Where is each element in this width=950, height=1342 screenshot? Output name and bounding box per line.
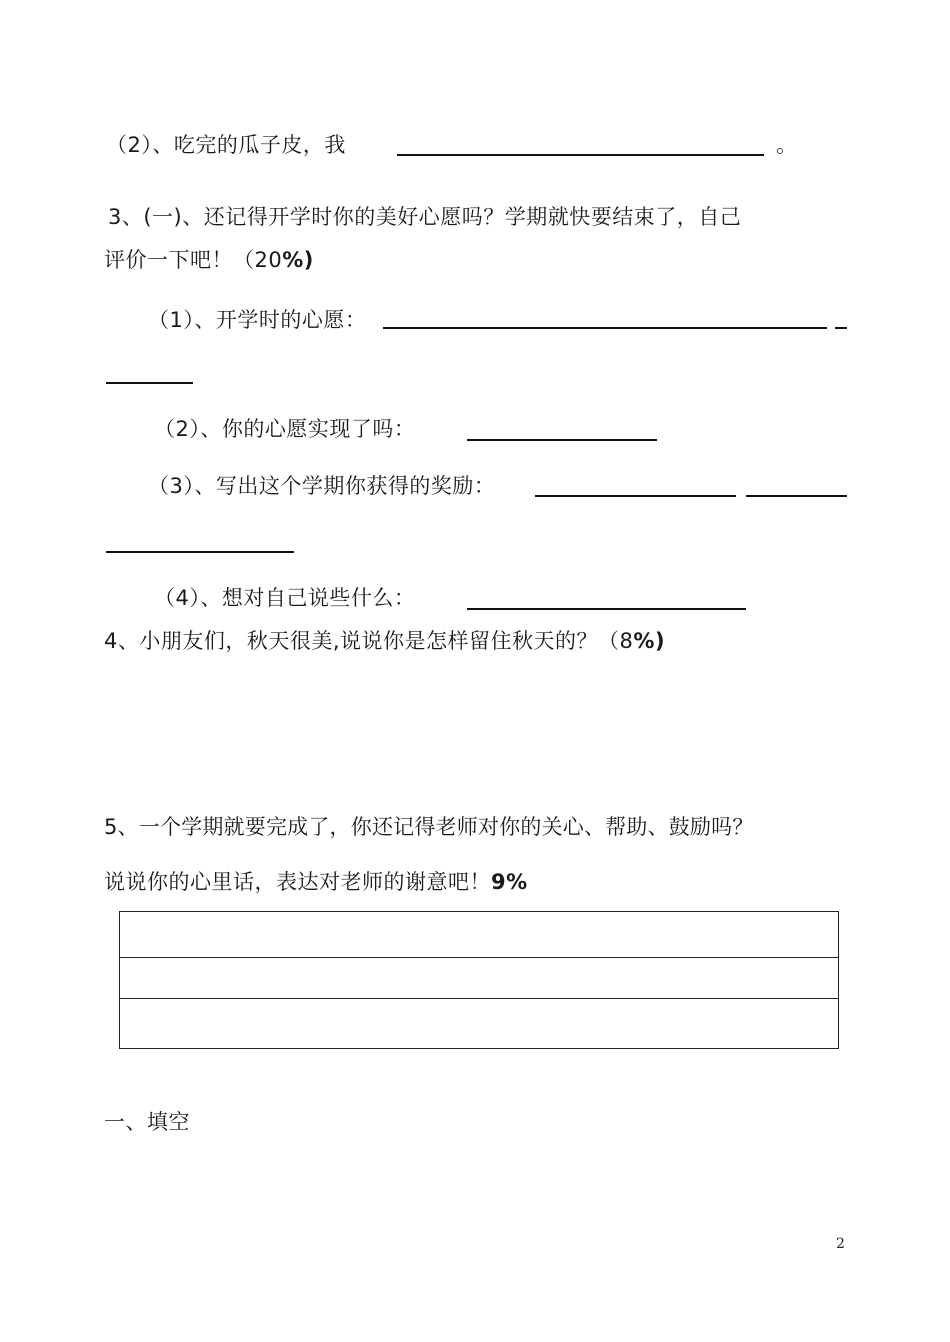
q4-percent: %) — [633, 629, 666, 653]
q3-item2-answer-blank[interactable] — [467, 439, 657, 441]
q5-prompt-line2 — [104, 868, 528, 896]
q3-heading-line2-text: 评价一下吧！（20 — [104, 248, 283, 272]
answer-row-1[interactable] — [120, 912, 838, 957]
q3-item4-answer-blank[interactable] — [467, 608, 746, 610]
q3-item3-answer-blank-b[interactable] — [746, 495, 847, 497]
q3-heading-line2-percent: %) — [282, 248, 314, 272]
q3-item3-answer-blank-a[interactable] — [535, 495, 736, 497]
answer-row-2[interactable] — [120, 958, 838, 998]
q4-prompt — [104, 627, 665, 655]
q3-heading-line2 — [104, 246, 314, 274]
q5-line2-text: 说说你的心里话，表达对老师的谢意吧！ — [104, 870, 491, 894]
q5-prompt-line1: 5、一个学期就要完成了，你还记得老师对你的关心、帮助、鼓励吗？ — [104, 815, 754, 839]
q2-item2-period: 。 — [776, 133, 798, 157]
q5-percent: 9% — [491, 870, 528, 894]
q3-item3-answer-blank-continued[interactable] — [106, 551, 294, 553]
page-number: 2 — [836, 1236, 845, 1252]
q3-item1-answer-blank-a[interactable] — [383, 327, 827, 329]
q3-item3-prompt: （3）、写出这个学期你获得的奖励： — [148, 474, 496, 498]
q2-item2-prompt — [106, 131, 346, 159]
q2-item2-answer-blank[interactable] — [397, 154, 764, 156]
q5-answer-box — [119, 911, 839, 1049]
answer-row-3[interactable] — [120, 999, 838, 1048]
q3-item1-answer-blank-continued[interactable] — [106, 382, 193, 384]
q4-text: 4、小朋友们，秋天很美,说说你是怎样留住秋天的？（8 — [104, 629, 634, 653]
q3-item1-prompt: （1）、开学时的心愿： — [148, 308, 367, 332]
q2-item2-text: （2）、吃完的瓜子皮，我 — [106, 133, 346, 157]
q3-item4-prompt: （4）、想对自己说些什么： — [154, 586, 416, 610]
q3-heading-line1: 3、(一)、还记得开学时你的美好心愿吗？学期就快要结束了，自己 — [108, 205, 742, 229]
q3-item1-answer-blank-b[interactable] — [835, 327, 847, 329]
section-title: 一、填空 — [104, 1110, 190, 1134]
q3-item2-prompt: （2）、你的心愿实现了吗： — [154, 417, 416, 441]
